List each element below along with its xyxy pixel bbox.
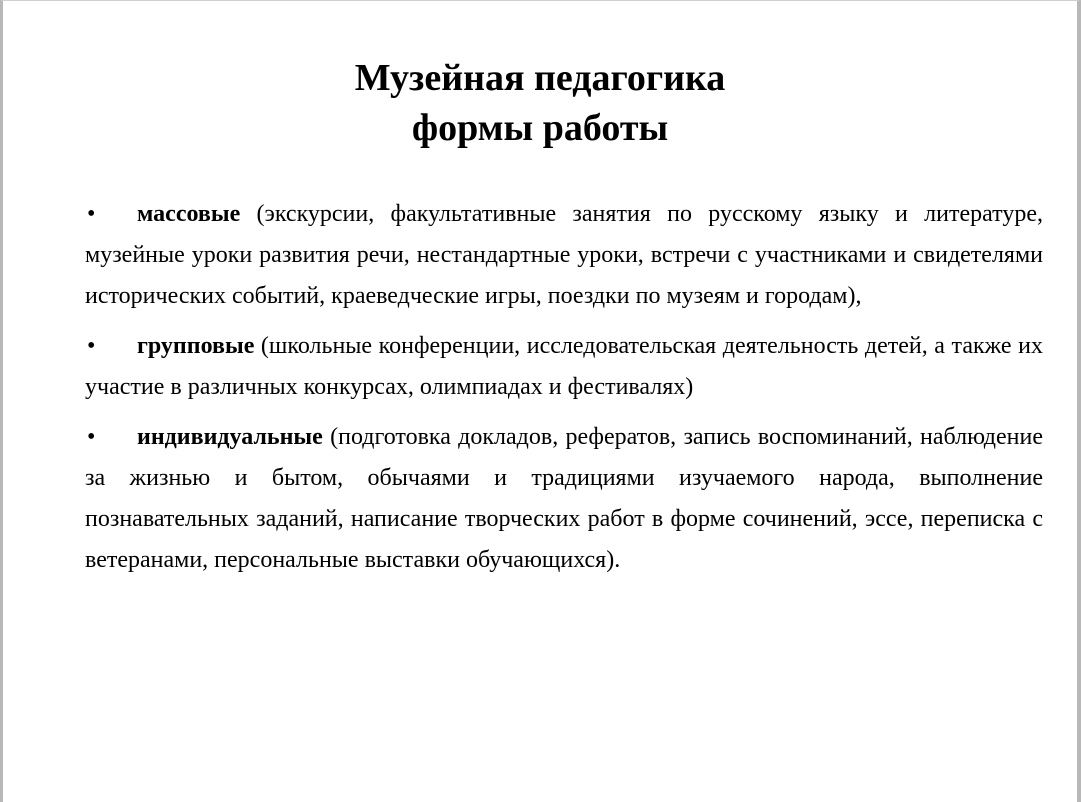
bullet-icon: • [87,201,96,227]
item-term: массовые [137,201,241,227]
title-line-2: формы работы [411,107,669,149]
item-description: (школьные конференции, исследовательская деятельность детей, а также их участие в различных конкурсах, олимпиадах и фестивалях) [85,333,1043,400]
item-description: (экскурсии, факультативные занятия по русскому языку и литературе, музейные уроки развития речи, нестандартные уроки, встречи с участниками и свидетелями исторических событий, краеведческие игры, поездки по музеям и городам), [85,201,1043,309]
list-item-individual [85,417,1043,581]
item-description: (подготовка докладов, рефератов, запись воспоминаний, наблюдение за жизнью и бытом, обычаями и традициями изучаемого народа, выполнение познавательных заданий, написание творческих работ в форме сочинений, эссе, переписка с ветеранами, персональные выставки обучающихся). [85,424,1043,573]
forms-list [85,194,1043,590]
bullet-icon: • [87,424,96,450]
bullet-icon: • [87,333,96,359]
list-item-mass [85,194,1043,317]
item-term: групповые [137,333,255,359]
slide-title [3,53,1077,153]
list-item-group [85,326,1043,408]
item-term: индивидуальные [137,424,323,450]
title-line-1: Музейная педагогика [354,57,726,99]
